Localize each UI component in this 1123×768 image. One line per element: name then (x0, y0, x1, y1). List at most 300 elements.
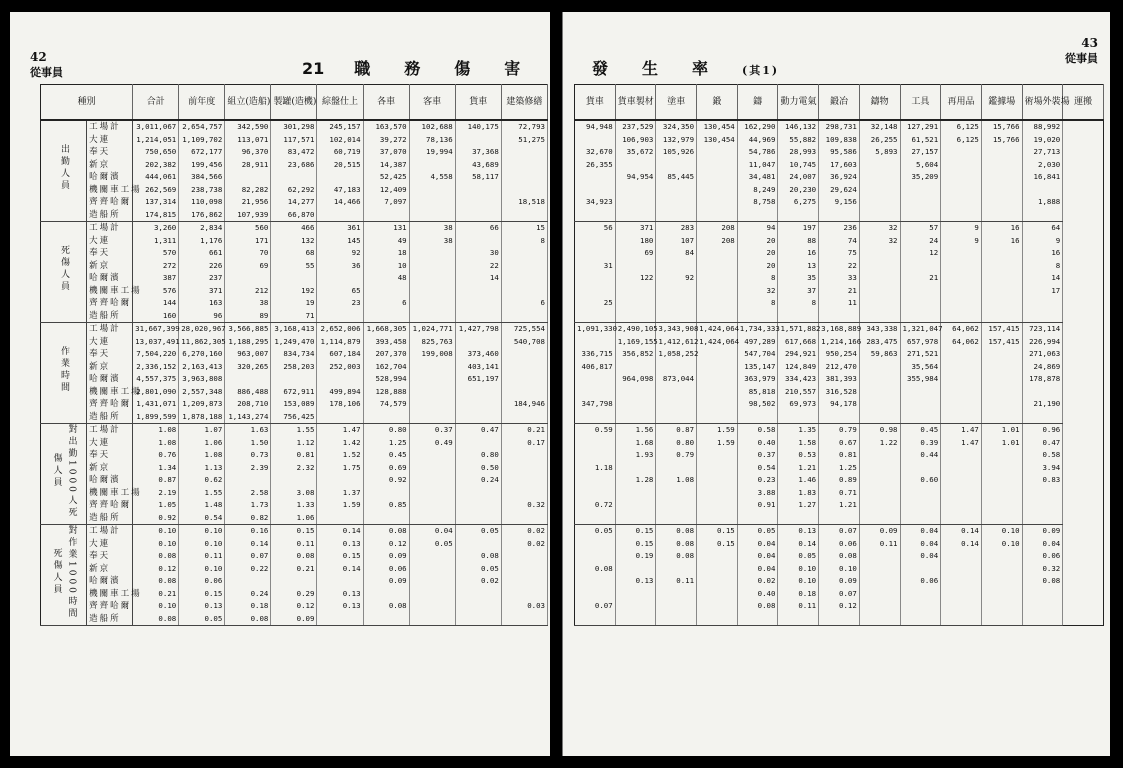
table-cell: 64,062 (941, 336, 982, 349)
table-cell: 301,298 (271, 120, 317, 134)
table-cell: 12 (900, 247, 941, 260)
table-row (41, 487, 548, 500)
row-name: 新京 (87, 361, 133, 374)
table-cell (981, 386, 1022, 399)
table-cell (455, 285, 501, 298)
table-cell (941, 499, 982, 512)
table-cell: 406,817 (575, 361, 616, 374)
table-cell: 0.05 (575, 525, 616, 538)
table-cell (859, 613, 900, 626)
row-name: 奉天 (87, 348, 133, 361)
table-cell: 0.10 (179, 525, 225, 538)
table-cell (900, 209, 941, 222)
table-cell: 0.08 (133, 575, 179, 588)
table-cell: 22 (819, 260, 860, 273)
table-cell: 38 (409, 222, 455, 235)
table-cell (575, 411, 616, 424)
table-cell (575, 336, 616, 349)
table-cell: 0.04 (900, 525, 941, 538)
table-cell (501, 411, 547, 424)
table-cell (363, 285, 409, 298)
table-cell: 294,921 (778, 348, 819, 361)
table-cell (575, 285, 616, 298)
table-cell: 82,282 (225, 184, 271, 197)
table-cell: 0.02 (501, 525, 547, 538)
table-cell: 74 (819, 235, 860, 248)
table-cell: 316,528 (819, 386, 860, 399)
table-cell: 0.13 (317, 600, 363, 613)
table-cell (409, 373, 455, 386)
table-cell: 210,557 (778, 386, 819, 399)
table-cell (409, 272, 455, 285)
table-cell: 14 (1022, 272, 1063, 285)
table-cell: 298,731 (819, 120, 860, 134)
table-cell (409, 563, 455, 576)
table-cell (409, 449, 455, 462)
table-cell: 336,715 (575, 348, 616, 361)
table-cell (737, 512, 778, 525)
table-cell: 0.09 (859, 525, 900, 538)
table-cell (656, 386, 697, 399)
table-cell: 11,047 (737, 159, 778, 172)
table-cell: 37,368 (455, 146, 501, 159)
row-name: 齊齊哈爾 (87, 297, 133, 310)
table-cell: 723,114 (1022, 323, 1063, 336)
row-name: 新京 (87, 260, 133, 273)
table-row (41, 437, 548, 450)
column-header: 綜盤仕上 (317, 85, 363, 121)
table-cell: 8 (1022, 260, 1063, 273)
table-cell: 1.13 (179, 462, 225, 475)
table-cell (656, 196, 697, 209)
table-cell: 8,758 (737, 196, 778, 209)
row-name: 造船所 (87, 310, 133, 323)
table-cell (941, 563, 982, 576)
table-cell (941, 575, 982, 588)
table-cell: 0.06 (900, 575, 941, 588)
table-cell (900, 499, 941, 512)
table-cell: 31,667,399 (133, 323, 179, 336)
table-cell (317, 512, 363, 525)
table-cell (981, 474, 1022, 487)
table-row (575, 613, 1104, 626)
table-cell (900, 386, 941, 399)
table-row (41, 525, 548, 538)
table-cell: 110,098 (179, 196, 225, 209)
category-label (41, 323, 87, 424)
table-cell (1022, 588, 1063, 601)
table-cell: 58,117 (455, 171, 501, 184)
table-cell: 0.58 (737, 424, 778, 437)
table-cell: 950,254 (819, 348, 860, 361)
table-cell: 94 (737, 222, 778, 235)
table-cell (1022, 386, 1063, 399)
table-cell: 1.21 (778, 462, 819, 475)
table-row (41, 449, 548, 462)
table-cell (819, 512, 860, 525)
table-cell (981, 462, 1022, 475)
table-cell (859, 462, 900, 475)
table-cell (501, 310, 547, 323)
table-cell (615, 499, 656, 512)
table-row (575, 235, 1104, 248)
table-cell: 0.09 (819, 575, 860, 588)
table-row (575, 550, 1104, 563)
table-cell (941, 184, 982, 197)
row-name: 造船所 (87, 512, 133, 525)
table-cell (409, 512, 455, 525)
table-cell (981, 563, 1022, 576)
table-cell: 0.83 (1022, 474, 1063, 487)
table-cell: 1,412,612 (656, 336, 697, 349)
table-cell: 347,798 (575, 398, 616, 411)
table-cell (656, 563, 697, 576)
table-cell: 9 (1022, 235, 1063, 248)
table-cell: 85,445 (656, 171, 697, 184)
row-name: 哈爾濱 (87, 575, 133, 588)
table-cell (778, 209, 819, 222)
table-row (41, 336, 548, 349)
table-cell: 1.18 (575, 462, 616, 475)
table-row (41, 499, 548, 512)
table-cell: 0.79 (819, 424, 860, 437)
table-cell: 271,063 (1022, 348, 1063, 361)
column-header: 鍛冶 (819, 85, 860, 121)
table-cell: 1,214,051 (133, 134, 179, 147)
column-header: 建築修繕 (501, 85, 547, 121)
table-cell: 124,849 (778, 361, 819, 374)
table-row (575, 538, 1104, 551)
table-cell: 69 (225, 260, 271, 273)
table-row (41, 373, 548, 386)
table-cell: 1.35 (778, 424, 819, 437)
table-cell: 1.06 (179, 437, 225, 450)
table-cell: 10 (363, 260, 409, 273)
table-cell (900, 196, 941, 209)
table-cell: 271,521 (900, 348, 941, 361)
table-cell: 16,841 (1022, 171, 1063, 184)
table-cell (317, 310, 363, 323)
row-name: 大連 (87, 336, 133, 349)
table-cell: 0.62 (179, 474, 225, 487)
table-cell (363, 512, 409, 525)
table-cell: 1,427,798 (455, 323, 501, 336)
table-cell: 22 (455, 260, 501, 273)
table-cell: 202,382 (133, 159, 179, 172)
table-cell (819, 411, 860, 424)
table-cell: 0.14 (941, 538, 982, 551)
table-cell: 0.04 (409, 525, 455, 538)
table-cell: 57 (900, 222, 941, 235)
table-cell: 0.08 (656, 550, 697, 563)
category-text: 作業時間 (59, 346, 70, 394)
table-cell: 1.08 (179, 449, 225, 462)
table-cell: 258,203 (271, 361, 317, 374)
table-cell: 61,521 (900, 134, 941, 147)
table-row (41, 386, 548, 399)
table-row (575, 184, 1104, 197)
table-cell: 356,852 (615, 348, 656, 361)
table-cell: 1.27 (778, 499, 819, 512)
table-cell (455, 196, 501, 209)
table-cell (819, 310, 860, 323)
table-cell: 49 (363, 235, 409, 248)
table-cell: 135,147 (737, 361, 778, 374)
table-cell: 94,954 (615, 171, 656, 184)
table-cell: 19 (271, 297, 317, 310)
table-cell: 0.54 (179, 512, 225, 525)
table-cell (697, 247, 738, 260)
table-cell: 3.94 (1022, 462, 1063, 475)
table-cell: 0.39 (900, 437, 941, 450)
table-cell: 0.15 (179, 588, 225, 601)
table-cell (501, 146, 547, 159)
table-cell: 51,275 (501, 134, 547, 147)
table-cell: 1,169,155 (615, 336, 656, 349)
table-cell: 0.11 (778, 600, 819, 613)
table-cell: 2,557,348 (179, 386, 225, 399)
table-cell: 0.04 (900, 538, 941, 551)
table-cell: 0.92 (363, 474, 409, 487)
table-cell (981, 373, 1022, 386)
column-header: 鑑據場 (981, 85, 1022, 121)
table-cell: 92 (317, 247, 363, 260)
table-cell (900, 462, 941, 475)
table-cell (615, 184, 656, 197)
table-cell: 28,993 (778, 146, 819, 159)
table-cell (575, 613, 616, 626)
table-cell (501, 348, 547, 361)
table-cell: 964,098 (615, 373, 656, 386)
table-cell: 29,624 (819, 184, 860, 197)
table-cell: 334,423 (778, 373, 819, 386)
table-cell: 3,168,413 (271, 323, 317, 336)
table-cell (819, 613, 860, 626)
column-header: 組立(造船) (225, 85, 271, 121)
table-cell (409, 588, 455, 601)
table-cell: 107 (656, 235, 697, 248)
table-cell: 9 (941, 222, 982, 235)
table-cell: 44,969 (737, 134, 778, 147)
table-cell: 78,136 (409, 134, 455, 147)
table-cell: 0.10 (133, 600, 179, 613)
table-cell (409, 361, 455, 374)
table-cell (271, 575, 317, 588)
table-cell (778, 512, 819, 525)
table-cell (225, 171, 271, 184)
table-cell: 69,973 (778, 398, 819, 411)
table-cell: 34,481 (737, 171, 778, 184)
table-cell (317, 613, 363, 626)
table-cell: 0.37 (737, 449, 778, 462)
row-name: 大連 (87, 235, 133, 248)
row-name: 奉天 (87, 146, 133, 159)
table-row (575, 348, 1104, 361)
table-cell: 0.13 (179, 600, 225, 613)
table-cell: 3,963,808 (179, 373, 225, 386)
table-cell: 20 (737, 247, 778, 260)
table-cell (409, 247, 455, 260)
table-cell: 11,862,305 (179, 336, 225, 349)
table-cell (501, 272, 547, 285)
table-cell: 651,197 (455, 373, 501, 386)
table-cell: 162,704 (363, 361, 409, 374)
table-row (41, 171, 548, 184)
table-cell (981, 171, 1022, 184)
table-cell: 13 (778, 260, 819, 273)
table-cell (455, 336, 501, 349)
table-cell: 3,168,889 (819, 323, 860, 336)
table-cell: 1.59 (317, 499, 363, 512)
table-cell: 3,011,067 (133, 120, 179, 134)
table-cell: 0.45 (900, 424, 941, 437)
table-cell: 0.21 (271, 563, 317, 576)
column-header: 動力電氣 (778, 85, 819, 121)
table-row (41, 159, 548, 172)
table-cell (697, 474, 738, 487)
table-cell: 1,109,702 (179, 134, 225, 147)
table-cell (697, 196, 738, 209)
table-cell: 1,571,882 (778, 323, 819, 336)
table-cell: 9 (941, 235, 982, 248)
table-cell (271, 373, 317, 386)
table-cell: 208,710 (225, 398, 271, 411)
table-cell: 0.13 (615, 575, 656, 588)
table-cell: 0.08 (737, 600, 778, 613)
right-data-table (574, 84, 1104, 626)
table-cell: 12,409 (363, 184, 409, 197)
table-cell: 1.25 (819, 462, 860, 475)
table-cell (656, 600, 697, 613)
table-cell (575, 171, 616, 184)
table-cell (697, 146, 738, 159)
table-cell (1022, 411, 1063, 424)
table-cell (859, 184, 900, 197)
table-cell (501, 184, 547, 197)
column-header: 術場外裝場 (1022, 85, 1063, 121)
table-cell: 3,260 (133, 222, 179, 235)
table-cell: 85,818 (737, 386, 778, 399)
table-cell (615, 462, 656, 475)
table-row (575, 336, 1104, 349)
table-cell: 1.68 (615, 437, 656, 450)
row-name: 造船所 (87, 209, 133, 222)
table-cell: 176,862 (179, 209, 225, 222)
table-row (41, 600, 548, 613)
table-row (41, 285, 548, 298)
table-cell: 320,265 (225, 361, 271, 374)
table-row (575, 424, 1104, 437)
table-cell (859, 260, 900, 273)
table-row (41, 247, 548, 260)
table-cell (941, 310, 982, 323)
table-cell: 1.05 (133, 499, 179, 512)
table-cell (656, 297, 697, 310)
table-cell: 208 (697, 235, 738, 248)
table-cell (697, 449, 738, 462)
table-cell: 0.10 (179, 563, 225, 576)
table-cell: 570 (133, 247, 179, 260)
table-cell: 0.32 (1022, 563, 1063, 576)
table-cell: 324,350 (656, 120, 697, 134)
table-cell: 3,566,885 (225, 323, 271, 336)
table-row (41, 474, 548, 487)
table-cell: 0.89 (819, 474, 860, 487)
table-cell: 0.05 (455, 525, 501, 538)
table-cell: 0.47 (1022, 437, 1063, 450)
table-cell (778, 310, 819, 323)
table-cell (1022, 209, 1063, 222)
table-cell: 20 (737, 235, 778, 248)
table-cell: 157,415 (981, 323, 1022, 336)
table-cell (615, 260, 656, 273)
table-cell: 361 (317, 222, 363, 235)
table-cell (501, 386, 547, 399)
table-cell: 5,604 (900, 159, 941, 172)
row-name: 齊齊哈爾 (87, 398, 133, 411)
table-cell: 0.13 (778, 525, 819, 538)
table-cell (501, 474, 547, 487)
table-cell: 1.47 (941, 437, 982, 450)
table-cell (859, 575, 900, 588)
table-cell (575, 550, 616, 563)
table-cell: 1.22 (859, 437, 900, 450)
table-cell (656, 487, 697, 500)
table-row (575, 525, 1104, 538)
table-cell: 8,249 (737, 184, 778, 197)
table-cell: 131 (363, 222, 409, 235)
table-cell: 0.09 (363, 575, 409, 588)
table-cell: 48 (363, 272, 409, 285)
table-cell: 16 (981, 235, 1022, 248)
table-cell (981, 285, 1022, 298)
table-row (575, 285, 1104, 298)
table-cell (615, 487, 656, 500)
table-cell (697, 575, 738, 588)
table-cell (575, 449, 616, 462)
table-cell: 0.11 (859, 538, 900, 551)
table-cell (697, 285, 738, 298)
table-cell (981, 398, 1022, 411)
table-cell: 1,114,879 (317, 336, 363, 349)
table-cell: 6,125 (941, 134, 982, 147)
table-cell: 2,336,152 (133, 361, 179, 374)
table-cell: 88,992 (1022, 120, 1063, 134)
table-cell (859, 411, 900, 424)
table-cell: 363,979 (737, 373, 778, 386)
table-cell (455, 588, 501, 601)
column-header: 合計 (133, 85, 179, 121)
table-cell: 0.08 (1022, 575, 1063, 588)
table-cell (656, 159, 697, 172)
table-cell: 661 (179, 247, 225, 260)
table-cell (778, 411, 819, 424)
table-cell: 130,454 (697, 120, 738, 134)
table-cell (501, 449, 547, 462)
table-cell (615, 411, 656, 424)
table-cell (981, 272, 1022, 285)
table-cell: 444,061 (133, 171, 179, 184)
table-cell: 32,670 (575, 146, 616, 159)
table-cell: 1.59 (697, 424, 738, 437)
table-cell (656, 613, 697, 626)
table-cell: 38 (409, 235, 455, 248)
table-row (575, 171, 1104, 184)
column-header: 鑄 (737, 85, 778, 121)
table-cell: 55,882 (778, 134, 819, 147)
table-cell: 0.13 (317, 538, 363, 551)
table-cell (501, 247, 547, 260)
